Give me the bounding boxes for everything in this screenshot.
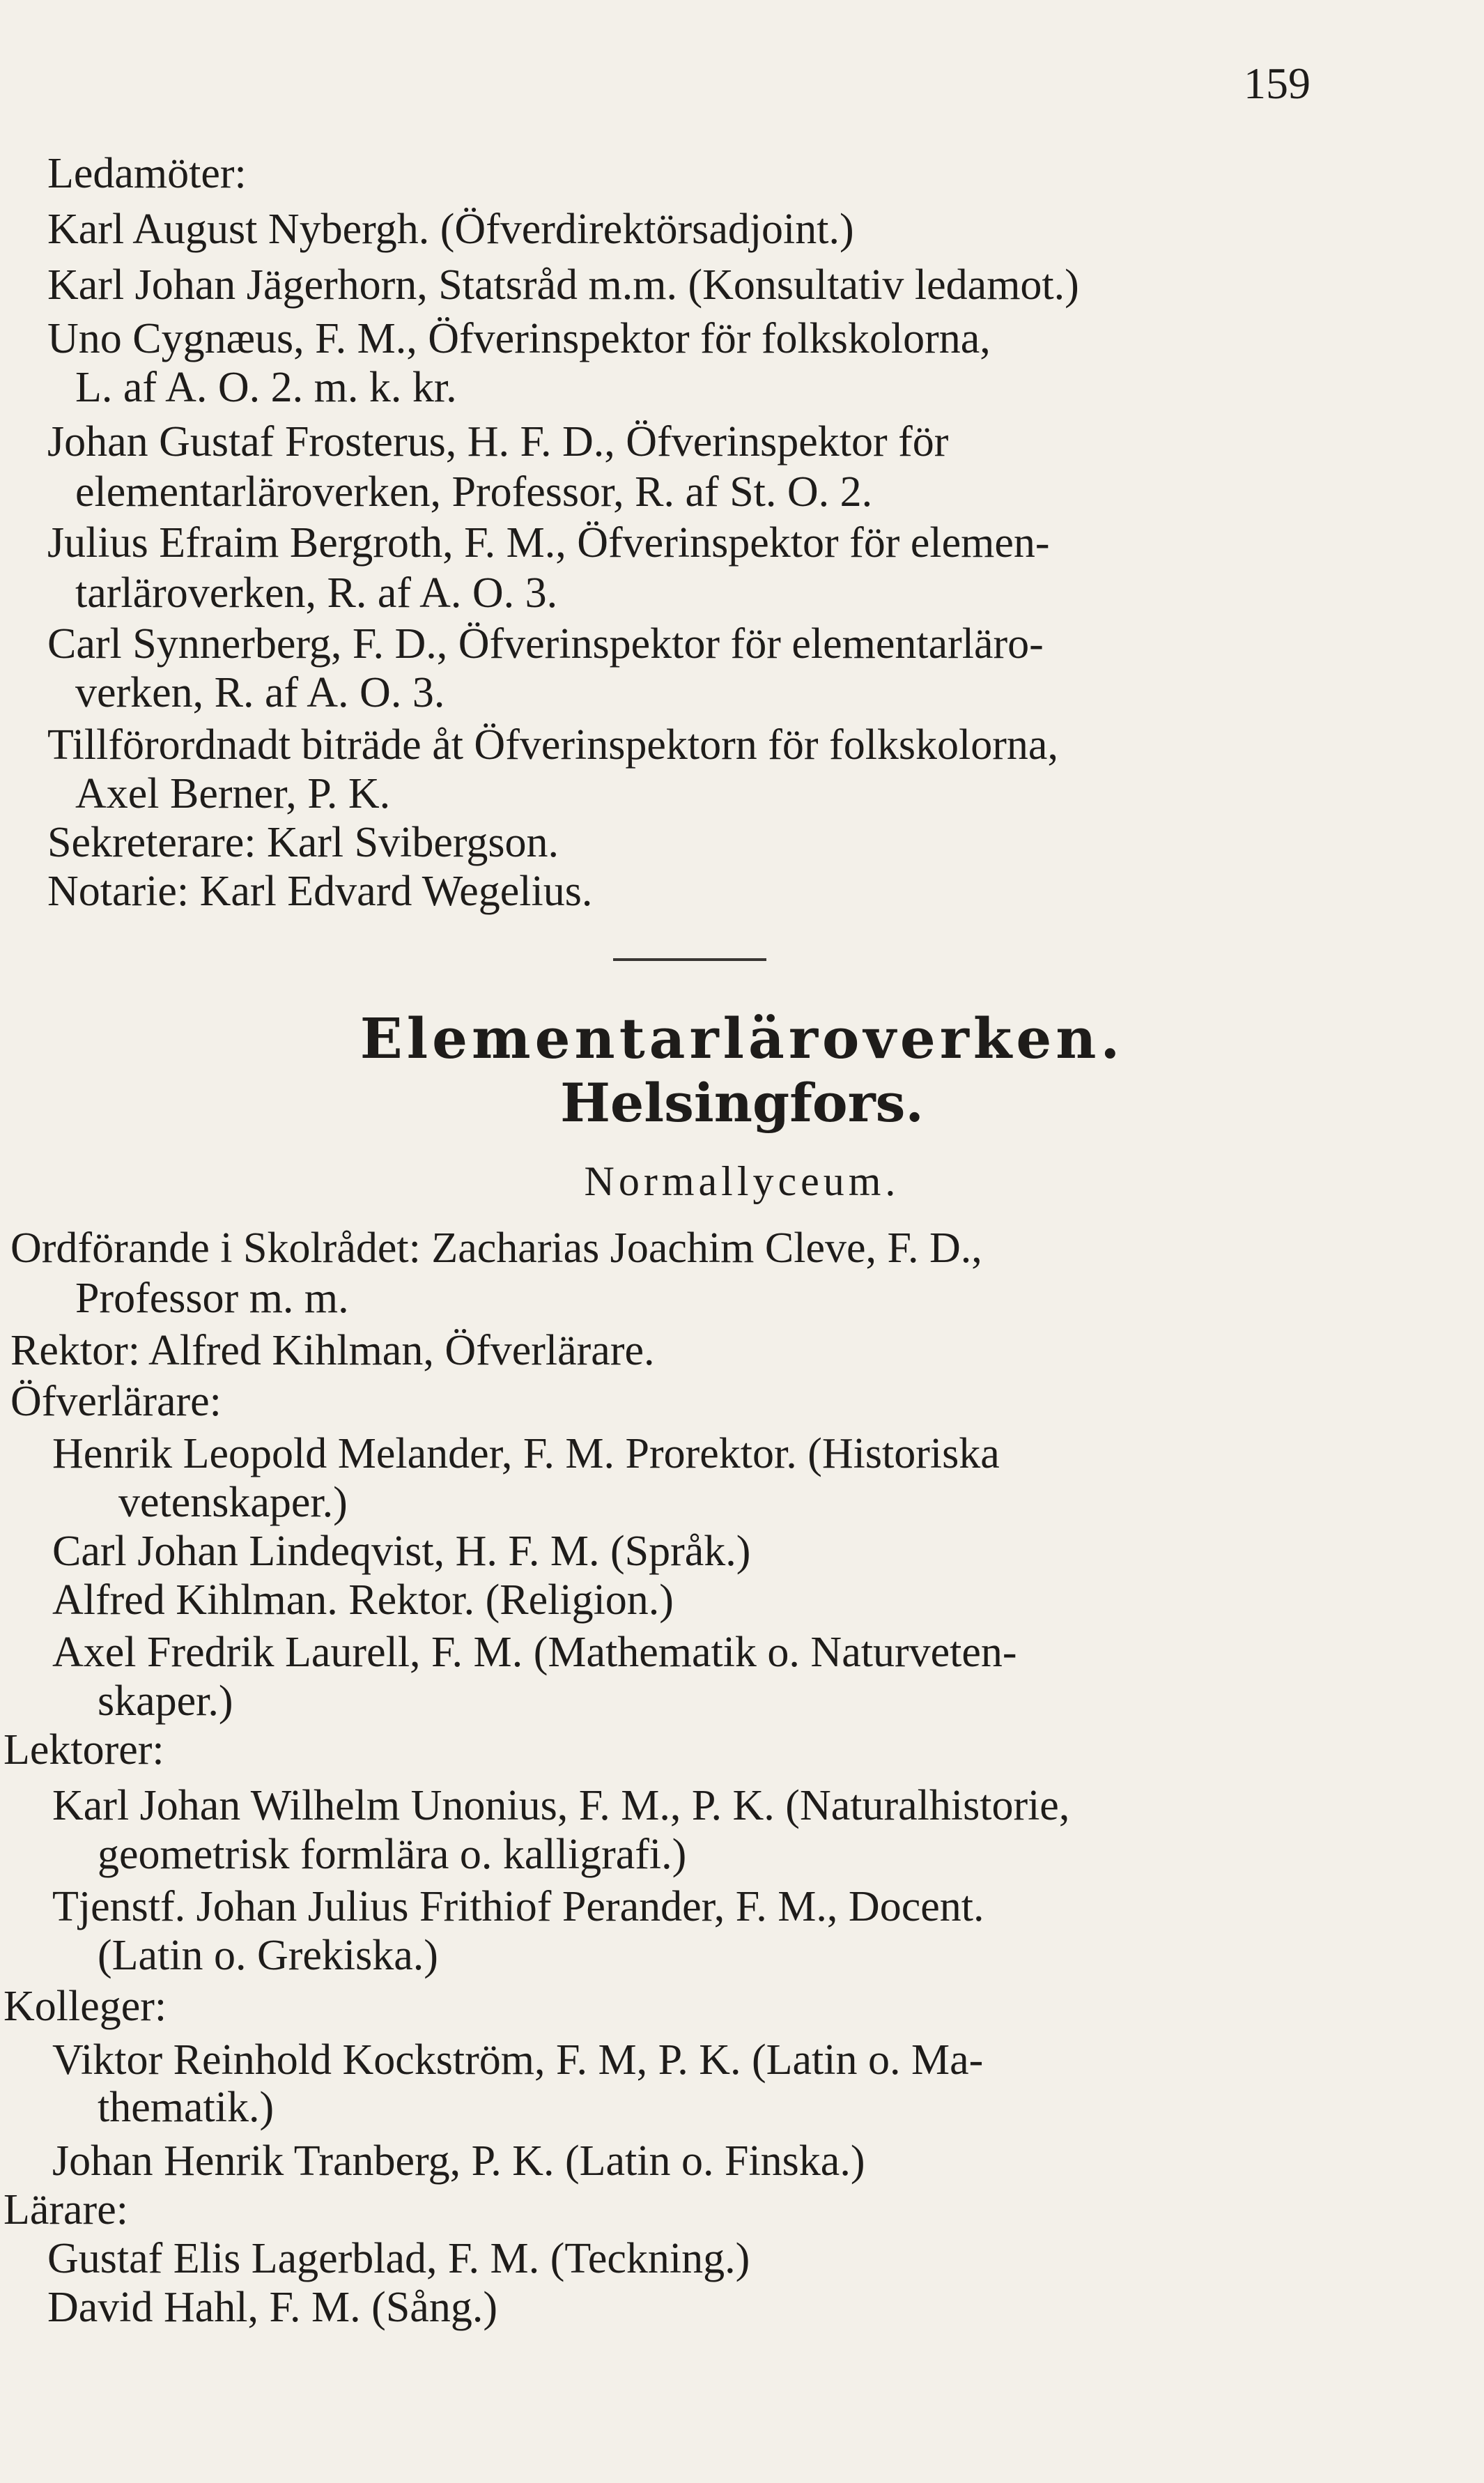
staff-line: David Hahl, F. M. (Sång.): [47, 2284, 497, 2331]
staff-line: Alfred Kihlman. Rektor. (Religion.): [52, 1576, 674, 1624]
staff-line: Henrik Leopold Melander, F. M. Prorektor. (Historiska: [52, 1430, 1000, 1477]
member-line: Julius Efraim Bergroth, F. M., Öfverinspektor för elemen-: [47, 519, 1050, 567]
staff-line: Gustaf Elis Lagerblad, F. M. (Teckning.): [47, 2235, 750, 2282]
colleagues-label: Kolleger:: [3, 1983, 167, 2030]
member-line: tarläroverken, R. af A. O. 3.: [75, 569, 558, 617]
staff-line: Axel Fredrik Laurell, F. M. (Mathematik o. Naturveten-: [52, 1629, 1017, 1676]
section-title: Elementarläroverken.: [360, 1006, 1124, 1071]
member-line: elementarläroverken, Professor, R. af St. O. 2.: [75, 468, 873, 516]
page-number: 159: [1244, 59, 1311, 108]
staff-line-cont: vetenskaper.): [118, 1479, 348, 1526]
member-line: Tillförordnadt biträde åt Öfverinspektorn för folkskolorna,: [47, 721, 1058, 769]
teachers-label: Lärare:: [3, 2186, 128, 2234]
lecturers-label: Lektorer:: [3, 1726, 164, 1774]
staff-line-cont: (Latin o. Grekiska.): [98, 1932, 438, 1979]
staff-line-cont: thematik.): [98, 2084, 275, 2131]
rector-line: Rektor: Alfred Kihlman, Öfverlärare.: [10, 1327, 655, 1374]
senior-teachers-label: Öfverlärare:: [10, 1378, 222, 1425]
chairman-line: Ordförande i Skolrådet: Zacharias Joachim Cleve, F. D.,: [10, 1224, 982, 1272]
members-label: Ledamöter:: [47, 150, 247, 197]
member-line: Karl August Nybergh. (Öfverdirektörsadjoint.): [47, 206, 854, 253]
member-line: Axel Berner, P. K.: [75, 770, 391, 817]
staff-line-cont: skaper.): [98, 1677, 233, 1725]
staff-line-cont: geometrisk formlära o. kalligrafi.): [98, 1831, 687, 1878]
secretary-line: Sekreterare: Karl Svibergson.: [47, 819, 559, 866]
school-heading: Normallyceum.: [584, 1158, 900, 1204]
member-line: Carl Synnerberg, F. D., Öfverinspektor för elementarläro-: [47, 620, 1044, 668]
member-line: Johan Gustaf Frosterus, H. F. D., Öfverinspektor för: [47, 418, 949, 466]
notary-line: Notarie: Karl Edvard Wegelius.: [47, 868, 593, 915]
chairman-line-cont: Professor m. m.: [75, 1275, 349, 1322]
staff-line: Viktor Reinhold Kockström, F. M, P. K. (Latin o. Ma-: [52, 2036, 984, 2084]
member-line: verken, R. af A. O. 3.: [75, 669, 445, 716]
staff-line: Karl Johan Wilhelm Unonius, F. M., P. K. (Naturalhistorie,: [52, 1782, 1070, 1829]
member-line: Uno Cygnæus, F. M., Öfverinspektor för folkskolorna,: [47, 315, 991, 362]
city-heading: Helsingfors.: [560, 1072, 924, 1134]
member-line: Karl Johan Jägerhorn, Statsråd m.m. (Konsultativ ledamot.): [47, 261, 1079, 309]
section-divider: [613, 958, 766, 961]
member-line: L. af A. O. 2. m. k. kr.: [75, 364, 457, 411]
staff-line: Tjenstf. Johan Julius Frithiof Perander, F. M., Docent.: [52, 1883, 984, 1930]
staff-line: Johan Henrik Tranberg, P. K. (Latin o. Finska.): [52, 2137, 865, 2185]
staff-line: Carl Johan Lindeqvist, H. F. M. (Språk.): [52, 1528, 751, 1575]
